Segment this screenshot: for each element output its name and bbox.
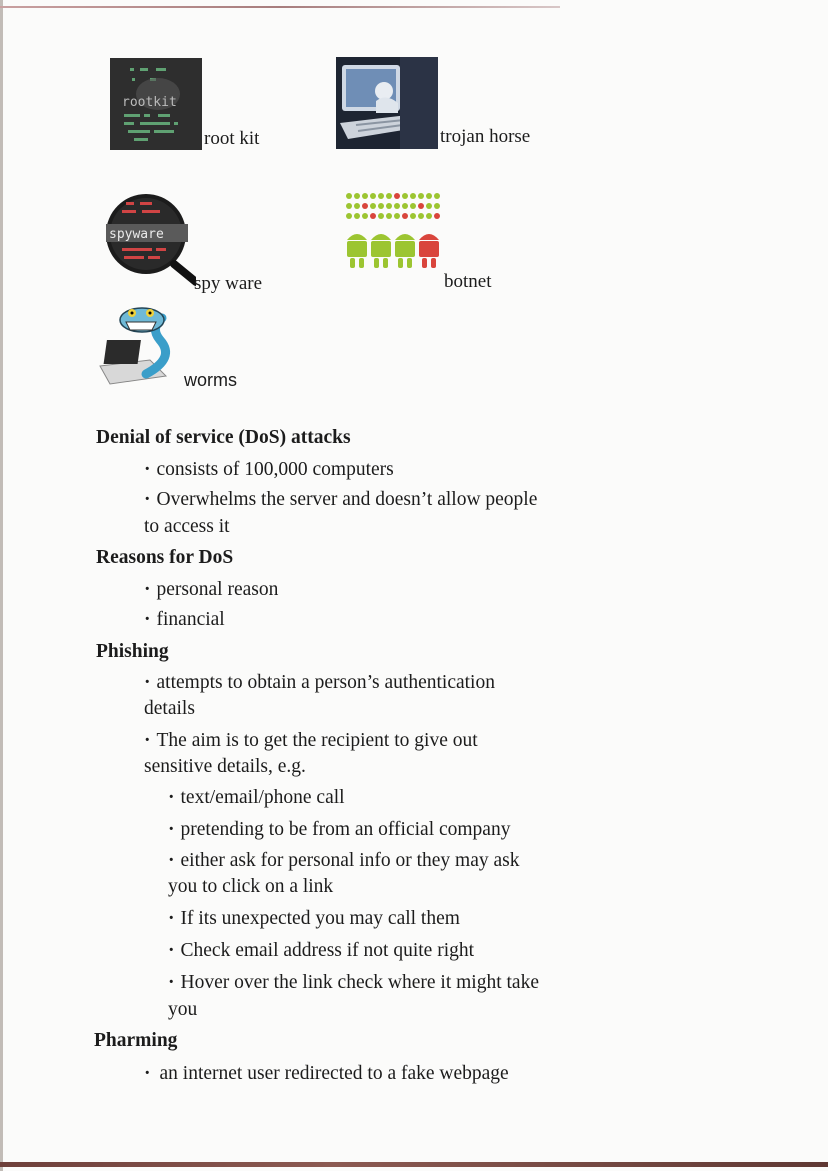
- dos-bullet-2-line-2: to access it: [144, 516, 230, 537]
- phishing-sub-bullet-5: · Check email address if not quite right: [168, 941, 474, 961]
- phishing-bullet-2-line-2: sensitive details, e.g.: [144, 756, 306, 777]
- phishing-sub-bullet-3-line-1: · either ask for personal info or they may ask: [168, 851, 520, 871]
- spyware-image: [104, 186, 196, 286]
- rootkit-caption: root kit: [204, 128, 260, 149]
- trojan-horse-image: [336, 57, 438, 149]
- reasons-bullet-2: · financial: [144, 610, 225, 630]
- phishing-bullet-2-line-1: · The aim is to get the recipient to give out: [144, 731, 478, 751]
- spyware-caption: spy ware: [194, 273, 263, 294]
- bottom-rule: [0, 1162, 828, 1167]
- dos-bullet-2-line-1: · Overwhelms the server and doesn’t allow people: [144, 490, 537, 510]
- rootkit-image: [110, 58, 202, 150]
- reasons-heading: Reasons for DoS: [96, 547, 234, 568]
- reasons-bullet-1: · personal reason: [144, 580, 278, 600]
- phishing-sub-bullet-3-line-2: you to click on a link: [168, 876, 334, 897]
- top-rule: [0, 6, 560, 8]
- rootkit-screen-text: rootkit: [122, 95, 177, 110]
- phishing-bullet-1-line-2: details: [144, 698, 195, 719]
- phishing-sub-bullet-6-line-2: you: [168, 999, 198, 1020]
- page-edge: [0, 0, 3, 1171]
- phishing-sub-bullet-6-line-1: · Hover over the link check where it might take: [168, 973, 539, 993]
- trojan-horse-caption: trojan horse: [440, 126, 531, 147]
- pharming-heading: Pharming: [94, 1030, 178, 1051]
- worms-image: [96, 304, 180, 386]
- botnet-caption: botnet: [444, 271, 492, 292]
- botnet-image: [343, 188, 443, 272]
- pharming-bullet-text: an internet user redirected to a fake webpage: [159, 1063, 509, 1084]
- pharming-bullet-dot: ·: [144, 1063, 151, 1084]
- phishing-bullet-1-line-1: · attempts to obtain a person’s authentication: [144, 673, 495, 693]
- spyware-label: spyware: [109, 227, 164, 242]
- phishing-sub-bullet-4: · If its unexpected you may call them: [168, 909, 460, 929]
- worms-caption: worms: [184, 370, 237, 390]
- phishing-sub-bullet-2: · pretending to be from an official company: [168, 820, 510, 840]
- dos-heading: Denial of service (DoS) attacks: [96, 427, 351, 448]
- phishing-sub-bullet-1: · text/email/phone call: [168, 788, 345, 808]
- dos-bullet-1: · consists of 100,000 computers: [144, 460, 394, 480]
- phishing-heading: Phishing: [96, 641, 169, 662]
- pharming-bullet-1: [144, 1064, 509, 1084]
